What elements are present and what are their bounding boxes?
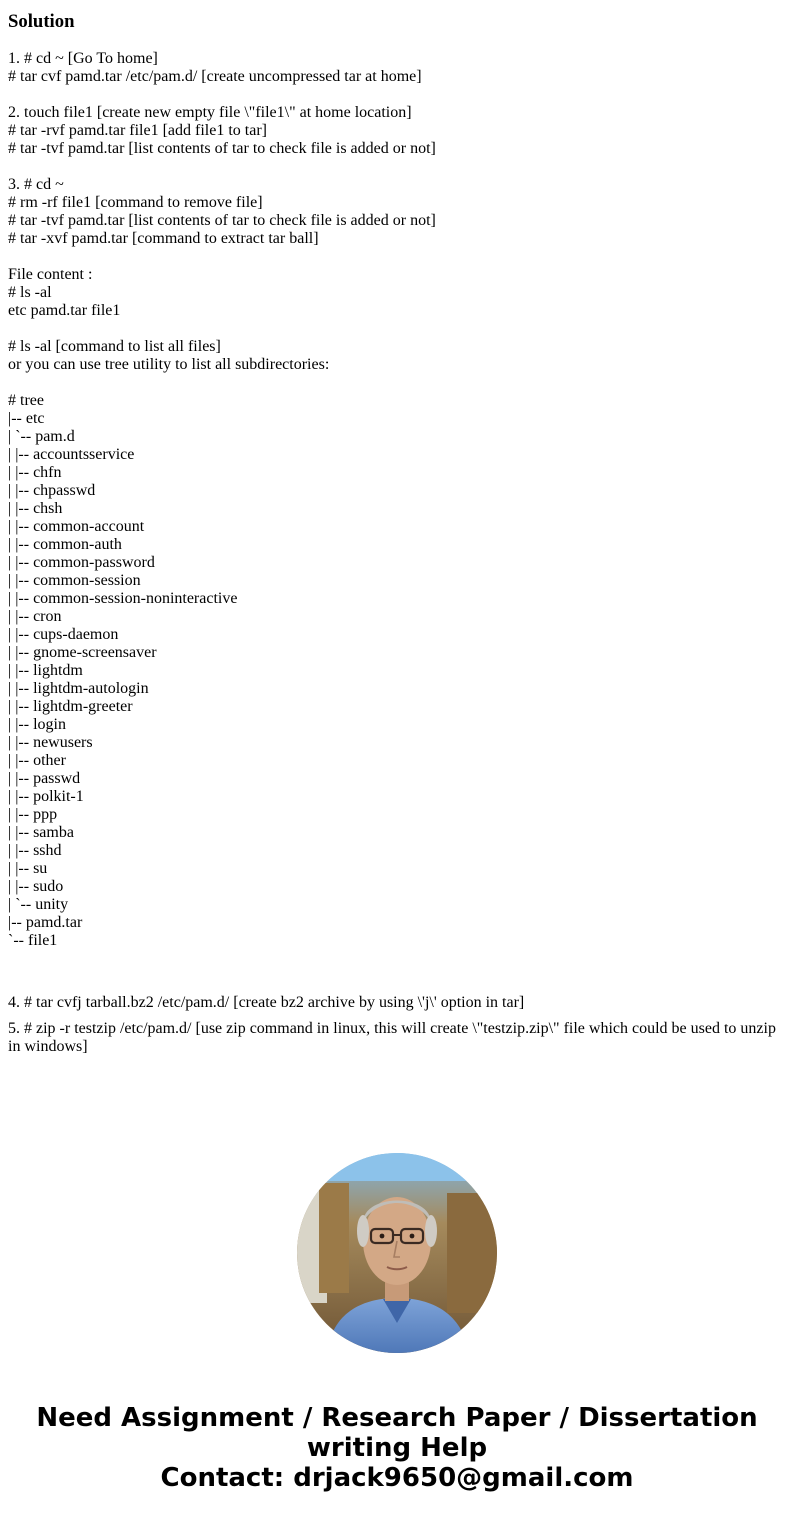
- file-content-label: File content :: [8, 266, 93, 283]
- footer-contact: Contact: drjack9650@gmail.com: [160, 1463, 634, 1493]
- tree-line: | |-- chpasswd: [8, 482, 96, 499]
- tree-line: | |-- other: [8, 752, 66, 769]
- solution-content: [8, 50, 786, 1056]
- tree-line: | |-- cups-daemon: [8, 626, 119, 643]
- tree-line: | |-- su: [8, 860, 48, 877]
- tree-line: | |-- common-session: [8, 572, 141, 589]
- tree-line: | |-- login: [8, 716, 66, 733]
- step1-line2: # tar cvf pamd.tar /etc/pam.d/ [create uncompressed tar at home]: [8, 68, 422, 85]
- step3-line2: # rm -rf file1 [command to remove file]: [8, 194, 263, 211]
- solution-heading: Solution: [8, 11, 75, 32]
- listing-line1: # ls -al [command to list all files]: [8, 338, 221, 355]
- tree-line: | |-- passwd: [8, 770, 81, 787]
- tree-line: | |-- sudo: [8, 878, 64, 895]
- tree-line: | |-- common-session-noninteractive: [8, 590, 238, 607]
- tree-line: `-- file1: [8, 932, 58, 949]
- step2-line3: # tar -tvf pamd.tar [list contents of tar to check file is added or not]: [8, 140, 436, 157]
- tree-line: | `-- unity: [8, 896, 69, 913]
- tree-line: | |-- chsh: [8, 500, 63, 517]
- footer-line1: Need Assignment / Research Paper / Dissertation: [36, 1403, 758, 1433]
- tree-line: | `-- pam.d: [8, 428, 75, 445]
- tree-line: | |-- common-account: [8, 518, 145, 535]
- tree-line: | |-- polkit-1: [8, 788, 84, 805]
- step1-line1: 1. # cd ~ [Go To home]: [8, 50, 158, 67]
- step5-text: 5. # zip -r testzip /etc/pam.d/ [use zip command in linux, this will create \"testzip.zip\" file which could be used to unzip in windows]: [8, 1020, 776, 1055]
- tree-line: | |-- lightdm: [8, 662, 83, 679]
- step3-line4: # tar -xvf pamd.tar [command to extract tar ball]: [8, 230, 319, 247]
- tree-line: | |-- chfn: [8, 464, 62, 481]
- step2-line1: 2. touch file1 [create new empty file \"file1\" at home location]: [8, 104, 412, 121]
- tree-line: | |-- lightdm-greeter: [8, 698, 133, 715]
- tree-line: | |-- gnome-screensaver: [8, 644, 157, 661]
- tree-line: | |-- accountsservice: [8, 446, 135, 463]
- file-content-output: etc pamd.tar file1: [8, 302, 121, 319]
- tree-line: | |-- cron: [8, 608, 62, 625]
- tree-output: [8, 392, 786, 950]
- tree-line: |-- pamd.tar: [8, 914, 83, 931]
- listing-line2: or you can use tree utility to list all subdirectories:: [8, 356, 330, 373]
- tree-line: # tree: [8, 392, 44, 409]
- step4-text: 4. # tar cvfj tarball.bz2 /etc/pam.d/ [create bz2 archive by using \'j\' option in tar]: [8, 994, 525, 1011]
- tree-line: |-- etc: [8, 410, 45, 427]
- tree-line: | |-- lightdm-autologin: [8, 680, 149, 697]
- footer-promo: [0, 1403, 794, 1493]
- file-content-cmd: # ls -al: [8, 284, 52, 301]
- step3-line1: 3. # cd ~: [8, 176, 64, 193]
- tree-line: | |-- samba: [8, 824, 74, 841]
- tree-line: | |-- common-auth: [8, 536, 122, 553]
- tree-line: | |-- sshd: [8, 842, 62, 859]
- author-avatar: [297, 1153, 497, 1353]
- step3-line3: # tar -tvf pamd.tar [list contents of tar to check file is added or not]: [8, 212, 436, 229]
- tree-line: | |-- common-password: [8, 554, 155, 571]
- footer-line2: writing Help: [306, 1433, 488, 1463]
- step2-line2: # tar -rvf pamd.tar file1 [add file1 to tar]: [8, 122, 267, 139]
- author-portrait-icon: [297, 1153, 497, 1353]
- tree-line: | |-- ppp: [8, 806, 58, 823]
- tree-line: | |-- newusers: [8, 734, 93, 751]
